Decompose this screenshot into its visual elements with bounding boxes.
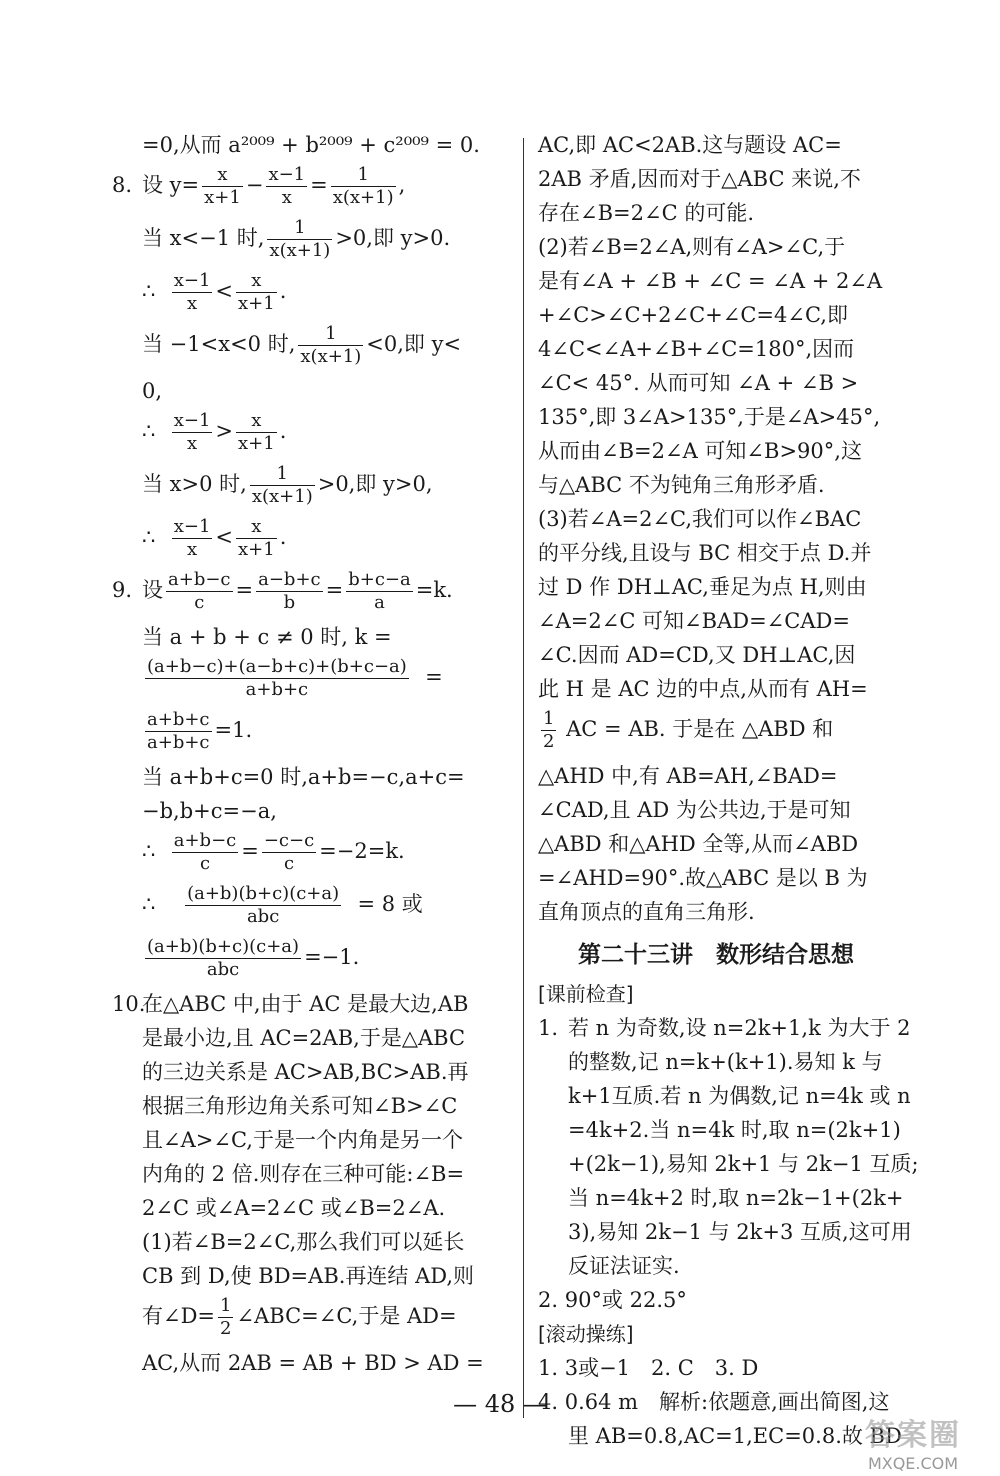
section-title: 第二十三讲 数形结合思想 xyxy=(578,942,854,968)
fraction xyxy=(298,323,363,368)
answer-1-line xyxy=(538,1013,938,1044)
fraction xyxy=(267,217,332,262)
operator: − xyxy=(245,173,264,197)
denominator: 2 xyxy=(220,1318,232,1339)
answers-line: 1. 3或−1 2. C 3. D xyxy=(538,1356,759,1380)
numerator: (a+b)(b+c)(c+a) xyxy=(147,936,300,957)
text: =−1. xyxy=(304,945,360,969)
text-line: =0,从而 a²⁰⁰⁹ + b²⁰⁰⁹ + c²⁰⁰⁹ = 0. xyxy=(142,133,480,157)
text-line: k+1互质.若 n 为偶数,记 n=4k 或 n xyxy=(568,1084,911,1108)
fraction xyxy=(145,656,409,701)
denominator: c xyxy=(194,592,205,613)
denominator: x xyxy=(187,433,198,454)
operator: > xyxy=(215,419,234,443)
text-line: △ABD 和△AHD 全等,从而∠ABD xyxy=(538,832,859,856)
denominator: a+b+c xyxy=(245,679,309,700)
text: , xyxy=(398,173,406,197)
watermark-bottom: MXQE.COM xyxy=(867,1454,959,1473)
text-line xyxy=(112,709,512,759)
text-line: 的三边关系是 AC>AB,BC>AB.再 xyxy=(142,1060,469,1084)
fraction xyxy=(541,708,556,753)
text-line xyxy=(112,830,512,880)
therefore: ∴ xyxy=(142,419,156,443)
denominator: a xyxy=(374,592,385,613)
fraction xyxy=(236,270,277,315)
text-line: 从而由∠B=2∠A 可知∠B>90°,这 xyxy=(538,439,862,463)
text-line: 根据三角形边角关系可知∠B>∠C xyxy=(142,1094,458,1118)
problem-number: 10. xyxy=(112,992,146,1016)
problem-8-line xyxy=(112,164,512,214)
text: 在△ABC 中,由于 AC 是最大边,AB xyxy=(142,992,469,1016)
text: . xyxy=(279,525,287,549)
denominator: x(x+1) xyxy=(251,486,313,507)
text-line: (3)若∠A=2∠C,我们可以作∠BAC xyxy=(538,507,862,531)
denominator: x+1 xyxy=(238,539,275,560)
problem-9-line xyxy=(112,569,512,619)
text-line: 当 a + b + c ≠ 0 时, k = xyxy=(142,625,392,649)
denominator: c xyxy=(199,853,211,874)
denominator: x(x+1) xyxy=(300,346,362,367)
denominator: x xyxy=(281,187,292,208)
text-line: CB 到 D,使 BD=AB.再连结 AD,则 xyxy=(142,1264,475,1288)
numerator: x−1 xyxy=(173,516,211,537)
denominator: x(x+1) xyxy=(332,187,394,208)
fraction xyxy=(172,270,213,315)
numerator: a+b−c xyxy=(173,830,237,851)
answer-2-line: 2. 90°或 22.5° xyxy=(538,1288,687,1312)
numerator: x xyxy=(236,410,277,433)
text-line xyxy=(112,936,512,986)
numerator: a+b−c xyxy=(168,569,231,590)
denominator: x xyxy=(187,539,198,560)
fraction xyxy=(256,569,323,614)
fraction xyxy=(262,830,316,875)
fraction xyxy=(172,410,213,455)
numerator: x−1 xyxy=(173,270,211,291)
text: 当 x<−1 时, xyxy=(142,226,265,250)
text-line: +(2k−1),易知 2k+1 与 2k−1 互质; xyxy=(568,1152,919,1176)
text-line: 且∠A>∠C,于是一个内角是另一个 xyxy=(142,1128,463,1152)
fraction xyxy=(236,516,277,561)
column-divider xyxy=(523,138,524,1418)
text: =k. xyxy=(415,578,453,602)
section-tag: [滚动操练] xyxy=(538,1322,634,1346)
text-line xyxy=(112,270,512,320)
numerator: (a+b−c)+(a−b+c)+(b+c−a) xyxy=(147,656,407,677)
fraction xyxy=(202,164,243,209)
fraction xyxy=(331,164,396,209)
text-line: AC,从而 2AB = AB + BD > AD = xyxy=(142,1351,484,1375)
therefore: ∴ xyxy=(142,892,156,916)
text-line xyxy=(112,516,512,566)
text: = 8 或 xyxy=(357,892,423,916)
text-line: 存在∠B=2∠C 的可能. xyxy=(538,201,754,225)
numerator: a−b+c xyxy=(258,569,321,590)
text: =−2=k. xyxy=(319,839,405,863)
fraction xyxy=(166,569,233,614)
text-line xyxy=(112,217,512,267)
text-line: △AHD 中,有 AB=AH,∠BAD= xyxy=(538,764,838,788)
denominator: 2 xyxy=(543,731,555,752)
text-line xyxy=(112,410,512,460)
operator: = xyxy=(235,578,254,602)
text-line: 是最小边,且 AC=2AB,于是△ABC xyxy=(142,1026,466,1050)
text-line: 过 D 作 DH⊥AC,垂足为点 H,则由 xyxy=(538,575,867,599)
numerator: b+c−a xyxy=(348,569,411,590)
watermark-logo xyxy=(838,1410,988,1473)
denominator: abc xyxy=(246,906,280,927)
text-line: 4∠C<∠A+∠B+∠C=180°,因而 xyxy=(538,337,855,361)
text-line xyxy=(112,323,512,373)
watermark-top: 答案圈 xyxy=(865,1418,961,1453)
text-line xyxy=(112,463,512,513)
text: >0,即 y>0. xyxy=(335,226,451,250)
numerator: 1 xyxy=(331,164,396,187)
text-line: 内角的 2 倍.则存在三种可能:∠B= xyxy=(142,1162,465,1186)
text: 有∠D= xyxy=(142,1304,216,1328)
operator: = xyxy=(241,839,259,863)
numerator: 1 xyxy=(220,1295,232,1316)
numerator: x−1 xyxy=(268,164,306,185)
problem-number: 8. xyxy=(112,173,133,197)
problem-number: 1. xyxy=(538,1016,559,1040)
operator: < xyxy=(215,525,234,549)
text: . xyxy=(279,419,287,443)
text-line: AC,即 AC<2AB.这与题设 AC= xyxy=(538,133,842,157)
fraction xyxy=(218,1295,233,1340)
right-column xyxy=(538,130,938,1455)
fraction xyxy=(250,463,315,508)
section-tag: [课前检查] xyxy=(538,982,634,1006)
fraction xyxy=(185,883,341,928)
fraction xyxy=(172,516,213,561)
fraction xyxy=(266,164,307,209)
text-line: ∠CAD,且 AD 为公共边,于是可知 xyxy=(538,798,851,822)
fraction xyxy=(236,410,277,455)
text-line: =4k+2.当 n=4k 时,取 n=(2k+1) xyxy=(568,1118,901,1142)
numerator: 1 xyxy=(267,217,332,240)
text: >0,即 y>0, xyxy=(317,472,433,496)
denominator: abc xyxy=(206,959,240,980)
text-line: 的整数,记 n=k+(k+1).易知 k 与 xyxy=(568,1050,883,1074)
text: AC = AB. 于是在 △ABD 和 xyxy=(566,717,834,741)
fraction xyxy=(172,830,239,875)
text-line: 反证法证实. xyxy=(568,1254,680,1278)
text-line: +∠C>∠C+2∠C+∠C=4∠C,即 xyxy=(538,303,848,327)
denominator: x+1 xyxy=(204,187,241,208)
text: 当 x>0 时, xyxy=(142,472,247,496)
text-line: ∠A=2∠C 可知∠BAD=∠CAD= xyxy=(538,609,850,633)
therefore: ∴ xyxy=(142,279,156,303)
text-line xyxy=(112,1295,512,1345)
text-line: 2∠C 或∠A=2∠C 或∠B=2∠A. xyxy=(142,1196,446,1220)
denominator: x+1 xyxy=(238,293,275,314)
problem-number: 9. xyxy=(112,578,133,602)
text-line: ∠C.因而 AD=CD,又 DH⊥AC,因 xyxy=(538,643,856,667)
denominator: x xyxy=(187,293,198,314)
text-line: 的平分线,且设与 BC 相交于点 D.并 xyxy=(538,541,872,565)
numerator: 1 xyxy=(298,323,363,346)
numerator: x xyxy=(202,164,243,187)
text: ∠ABC=∠C,于是 AD= xyxy=(236,1304,457,1328)
text-line xyxy=(538,708,938,758)
text-line: =∠AHD=90°.故△ABC 是以 B 为 xyxy=(538,866,868,890)
text: 设 xyxy=(142,578,163,602)
text: =1. xyxy=(214,718,253,742)
text-line: 此 H 是 AC 边的中点,从而有 AH= xyxy=(538,677,868,701)
problem-10-line xyxy=(112,989,512,1020)
text-line: 是有∠A + ∠B + ∠C = ∠A + 2∠A xyxy=(538,269,883,293)
text-line: (2)若∠B=2∠A,则有∠A>∠C,于 xyxy=(538,235,846,259)
text: 当 −1<x<0 时, xyxy=(142,332,296,356)
denominator: x(x+1) xyxy=(269,240,331,261)
operator: = xyxy=(325,578,344,602)
therefore: ∴ xyxy=(142,525,156,549)
numerator: a+b+c xyxy=(147,709,210,730)
text-line: 0, xyxy=(142,379,163,403)
denominator: x+1 xyxy=(238,433,275,454)
text-line: (1)若∠B=2∠C,那么我们可以延长 xyxy=(142,1230,465,1254)
answer-4-line: 4. 0.64 m 解析:依题意,画出简图,这 xyxy=(538,1390,890,1414)
fraction xyxy=(145,936,301,981)
numerator: 1 xyxy=(543,708,555,729)
operator: = xyxy=(425,665,443,689)
operator: = xyxy=(310,173,328,197)
text-line: 2AB 矛盾,因而对于△ABC 来说,不 xyxy=(538,167,861,191)
text-line xyxy=(112,656,512,706)
text-line: ∠C< 45°. 从而可知 ∠A + ∠B > xyxy=(538,371,859,395)
text: . xyxy=(279,279,287,303)
denominator: b xyxy=(283,592,296,613)
text-line: 与△ABC 不为钝角三角形矛盾. xyxy=(538,473,825,497)
fraction xyxy=(145,709,212,754)
text-line: 当 n=4k+2 时,取 n=2k−1+(2k+ xyxy=(568,1186,904,1210)
numerator: x−1 xyxy=(173,410,211,431)
text-line: 直角顶点的直角三角形. xyxy=(538,900,755,924)
numerator: 1 xyxy=(250,463,315,486)
text-line: 里 AB=0.8,AC=1,EC=0.8.故 BD xyxy=(568,1424,902,1448)
denominator: c xyxy=(283,853,295,874)
left-column xyxy=(112,130,512,1382)
numerator: x xyxy=(236,516,277,539)
numerator: −c−c xyxy=(263,830,315,851)
text-line xyxy=(112,883,512,933)
text: 若 n 为奇数,设 n=2k+1,k 为大于 2 xyxy=(568,1016,911,1040)
text-line: −b,b+c=−a, xyxy=(142,799,277,823)
numerator: (a+b)(b+c)(c+a) xyxy=(187,883,340,904)
fraction xyxy=(346,569,413,614)
numerator: x xyxy=(236,270,277,293)
denominator: a+b+c xyxy=(147,732,210,753)
text-line: 135°,即 3∠A>135°,于是∠A>45°, xyxy=(538,405,881,429)
text: <0,即 y< xyxy=(366,332,462,356)
text-line: 当 a+b+c=0 时,a+b=−c,a+c= xyxy=(142,765,465,789)
text: 设 y= xyxy=(142,173,200,197)
therefore: ∴ xyxy=(142,839,156,863)
operator: < xyxy=(215,279,234,303)
page-number: — 48 — xyxy=(453,1390,547,1418)
text-line: 3),易知 2k−1 与 2k+3 互质,这可用 xyxy=(568,1220,912,1244)
